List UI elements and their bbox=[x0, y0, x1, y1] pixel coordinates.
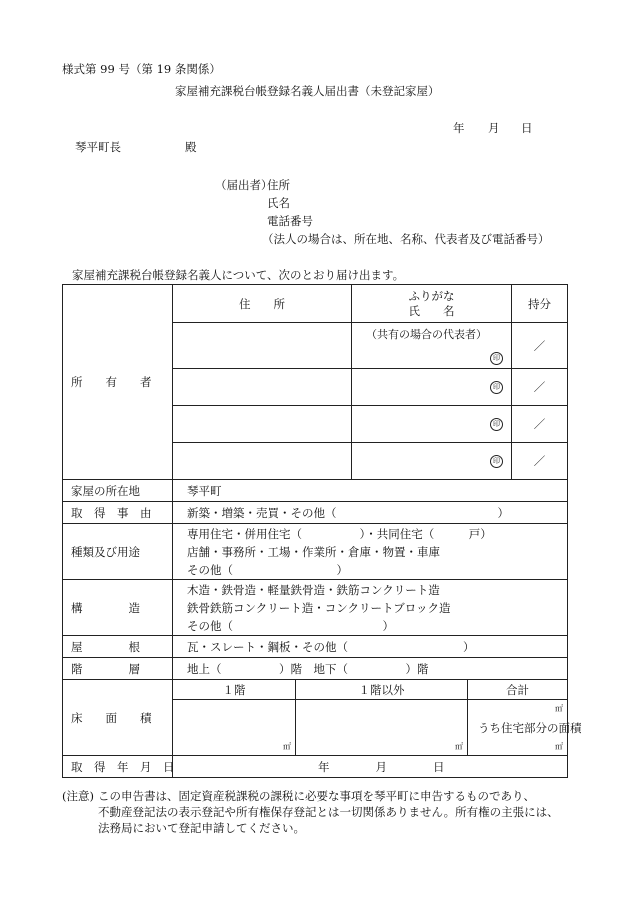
structure-line-3: その他（ ） bbox=[187, 618, 394, 633]
owner-name-field[interactable] bbox=[352, 323, 512, 369]
furigana-label: ふりがな bbox=[408, 288, 455, 303]
applicant-address-label: 住所 bbox=[267, 178, 290, 192]
share-slash: ／ bbox=[533, 380, 546, 394]
acq-date-label-cell bbox=[63, 756, 173, 778]
notice-line-2: 不動産登記法の表示登記や所有権保存登記とは一切関係ありません。所有権の主張には、 bbox=[98, 805, 559, 819]
floors-label-cell bbox=[63, 658, 173, 680]
date-day-label: 日 bbox=[521, 121, 533, 135]
floors-row bbox=[63, 658, 568, 680]
area-unit: ㎡ bbox=[555, 742, 563, 751]
area-other-floors-field[interactable] bbox=[296, 700, 468, 756]
applicant-phone-label: 電話番号 bbox=[267, 214, 313, 228]
area-col-other-floors: １階以外 bbox=[296, 680, 468, 700]
structure-label-cell bbox=[63, 580, 173, 636]
share-field[interactable] bbox=[512, 443, 568, 480]
acquisition-field[interactable] bbox=[173, 502, 568, 524]
form-title: 家屋補充課税台帳登録名義人届出書（未登記家屋） bbox=[175, 84, 440, 98]
structure-label: 構 造 bbox=[71, 600, 140, 615]
applicant-name-label: 氏名 bbox=[267, 196, 290, 210]
owner-label-cell bbox=[63, 285, 173, 480]
location-field[interactable] bbox=[173, 480, 568, 502]
location-label: 家屋の所在地 bbox=[71, 483, 140, 498]
share-field[interactable] bbox=[512, 323, 568, 369]
owner-address-field[interactable] bbox=[173, 406, 352, 443]
date-month-label: 月 bbox=[488, 121, 500, 135]
area-total-field[interactable] bbox=[468, 700, 582, 756]
floors-label: 階 層 bbox=[71, 661, 140, 676]
type-field[interactable] bbox=[173, 524, 568, 580]
notice-lead: (注意) bbox=[62, 789, 94, 803]
area-first-floor-field[interactable] bbox=[173, 700, 296, 756]
acq-date-row bbox=[63, 756, 568, 778]
structure-line-1: 木造・鉄骨造・軽量鉄骨造・鉄筋コンクリート造 bbox=[187, 582, 440, 597]
seal-icon: 印 bbox=[490, 455, 503, 468]
type-line-3: その他（ ） bbox=[187, 562, 348, 577]
seal-icon: 印 bbox=[490, 418, 503, 431]
area-label-cell bbox=[63, 680, 173, 756]
roof-row bbox=[63, 636, 568, 658]
owner-address-field[interactable] bbox=[173, 369, 352, 406]
structure-field[interactable] bbox=[173, 580, 568, 636]
area-unit: ㎡ bbox=[283, 742, 291, 751]
location-value: 琴平町 bbox=[187, 483, 222, 498]
owner-label: 所 有 者 bbox=[71, 375, 152, 389]
form-number: 様式第 99 号（第 19 条関係） bbox=[62, 62, 221, 76]
floors-value: 地上（ ）階 地下（ ）階 bbox=[187, 661, 429, 676]
roof-label: 屋 根 bbox=[71, 639, 140, 654]
date-year-label: 年 bbox=[453, 121, 465, 135]
share-field[interactable] bbox=[512, 406, 568, 443]
share-slash: ／ bbox=[533, 417, 546, 431]
owner-header-row bbox=[63, 285, 568, 323]
applicant-corp-note: （法人の場合は、所在地、名称、代表者及び電話番号） bbox=[262, 232, 550, 246]
area-unit: ㎡ bbox=[555, 704, 563, 713]
area-residential-label: うち住宅部分の面積 bbox=[478, 721, 582, 735]
area-unit: ㎡ bbox=[455, 742, 463, 751]
area-header-row bbox=[63, 680, 568, 700]
honorific: 殿 bbox=[185, 140, 197, 154]
representative-note: （共有の場合の代表者） bbox=[366, 328, 487, 341]
applicant-label: （届出者） bbox=[215, 178, 273, 192]
roof-field[interactable] bbox=[173, 636, 568, 658]
notice bbox=[62, 788, 572, 836]
area-col-total: 合計 bbox=[468, 680, 568, 700]
structure-line-2: 鉄骨鉄筋コンクリート造・コンクリートブロック造 bbox=[187, 600, 451, 615]
type-line-2: 店舗・事務所・工場・作業所・倉庫・物置・車庫 bbox=[187, 544, 440, 559]
notice-line-1: この申告書は、固定資産税課税の課税に必要な事項を琴平町に申告するものであり、 bbox=[98, 789, 535, 803]
roof-value: 瓦・スレート・鋼板・その他（ ） bbox=[187, 639, 475, 654]
owner-name-field[interactable] bbox=[352, 406, 512, 443]
share-header: 持分 bbox=[512, 285, 568, 323]
area-label: 床 面 積 bbox=[71, 710, 152, 725]
owner-address-header: 住 所 bbox=[173, 285, 352, 323]
location-row bbox=[63, 480, 568, 502]
intro-text: 家屋補充課税台帳登録名義人について、次のとおり届け出ます。 bbox=[72, 268, 405, 282]
owner-name-field[interactable] bbox=[352, 443, 512, 480]
structure-row bbox=[63, 580, 568, 636]
floors-field[interactable] bbox=[173, 658, 568, 680]
name-label: 氏 名 bbox=[408, 303, 455, 318]
owner-address-field[interactable] bbox=[173, 443, 352, 480]
location-label-cell bbox=[63, 480, 173, 502]
type-label: 種類及び用途 bbox=[71, 544, 140, 559]
notice-line-3: 法務局において登記申請してください。 bbox=[98, 821, 305, 835]
share-slash: ／ bbox=[533, 338, 546, 353]
addressee: 琴平町長 bbox=[75, 140, 121, 154]
acquisition-label-cell bbox=[63, 502, 173, 524]
acq-date-label: 取 得 年 月 日 bbox=[71, 759, 175, 774]
share-slash: ／ bbox=[533, 454, 546, 468]
acquisition-label: 取 得 事 由 bbox=[71, 505, 152, 520]
acquisition-value: 新築・増築・売買・その他（ ） bbox=[187, 505, 509, 520]
owner-name-header bbox=[352, 285, 512, 323]
registration-table bbox=[62, 284, 582, 778]
acquisition-row bbox=[63, 502, 568, 524]
owner-name-field[interactable] bbox=[352, 369, 512, 406]
acq-date-field[interactable] bbox=[173, 756, 568, 778]
acq-date-value: 年 月 日 bbox=[318, 759, 445, 774]
share-field[interactable] bbox=[512, 369, 568, 406]
type-row bbox=[63, 524, 568, 580]
roof-label-cell bbox=[63, 636, 173, 658]
type-label-cell bbox=[63, 524, 173, 580]
seal-icon: 印 bbox=[490, 381, 503, 394]
seal-icon: 印 bbox=[490, 352, 503, 365]
type-line-1: 専用住宅・併用住宅（ ）・共同住宅（ 戸） bbox=[187, 526, 492, 541]
owner-address-field[interactable] bbox=[173, 323, 352, 369]
area-col-first-floor: １階 bbox=[173, 680, 296, 700]
